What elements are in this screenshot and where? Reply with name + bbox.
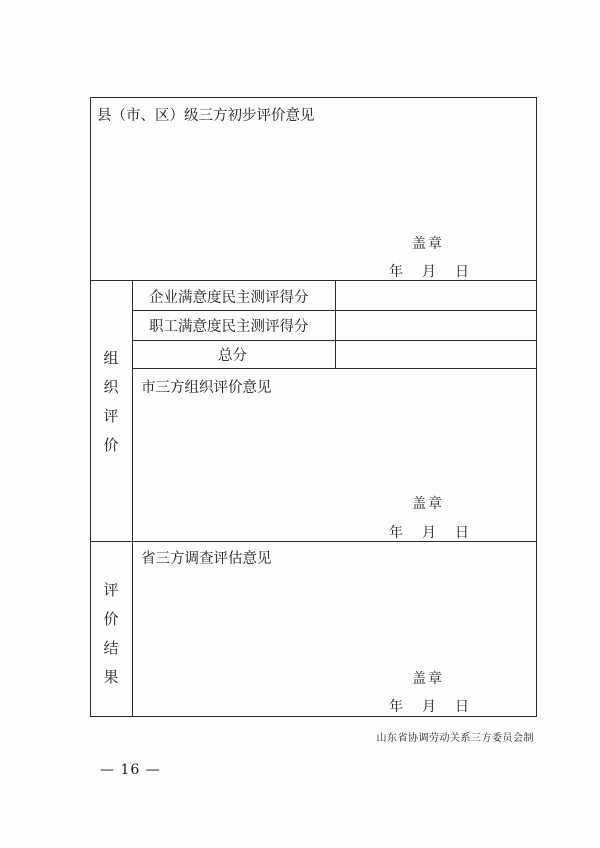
org-eval-label-char-4: 价 xyxy=(103,436,119,454)
divider-org-eval xyxy=(91,541,536,542)
province-date-day: 日 xyxy=(455,699,469,715)
enterprise-score-label: 企业满意度民主测评得分 xyxy=(149,290,309,306)
province-date-month: 月 xyxy=(422,699,436,715)
score-value-divider xyxy=(335,280,336,368)
divider-row-3 xyxy=(132,368,536,369)
org-eval-label-char-1: 组 xyxy=(103,349,119,367)
city-date-day: 日 xyxy=(455,525,469,541)
org-eval-label-char-3: 评 xyxy=(103,407,119,425)
enterprise-score-value[interactable] xyxy=(337,281,535,309)
org-eval-label-char-2: 织 xyxy=(103,378,119,396)
result-label-char-1: 评 xyxy=(103,581,119,599)
employee-score-label: 职工满意度民主测评得分 xyxy=(149,319,309,335)
evaluation-form-table xyxy=(90,97,537,717)
city-seal-label: 盖章 xyxy=(412,496,444,512)
result-label-char-3: 结 xyxy=(103,639,119,657)
province-seal-label: 盖章 xyxy=(412,671,444,687)
city-opinion-title: 市三方组织评价意见 xyxy=(141,380,272,396)
result-label-char-2: 价 xyxy=(103,610,119,628)
result-label-char-4: 果 xyxy=(103,668,119,686)
city-date-month: 月 xyxy=(422,525,436,541)
total-score-value[interactable] xyxy=(337,341,535,367)
label-column-divider xyxy=(132,280,133,716)
county-date-month: 月 xyxy=(422,264,436,280)
county-date-day: 日 xyxy=(455,264,469,280)
employee-score-value[interactable] xyxy=(337,311,535,339)
county-opinion-title: 县（市、区）级三方初步评价意见 xyxy=(97,108,315,124)
page-number: — 16 — xyxy=(100,762,161,778)
total-score-label: 总分 xyxy=(218,348,247,364)
province-opinion-title: 省三方调查评估意见 xyxy=(141,551,272,567)
province-date-year: 年 xyxy=(389,699,403,715)
issuer-footnote: 山东省协调劳动关系三方委员会制 xyxy=(376,733,534,744)
county-date-year: 年 xyxy=(389,264,403,280)
city-date-year: 年 xyxy=(389,525,403,541)
county-seal-label: 盖章 xyxy=(412,236,444,252)
